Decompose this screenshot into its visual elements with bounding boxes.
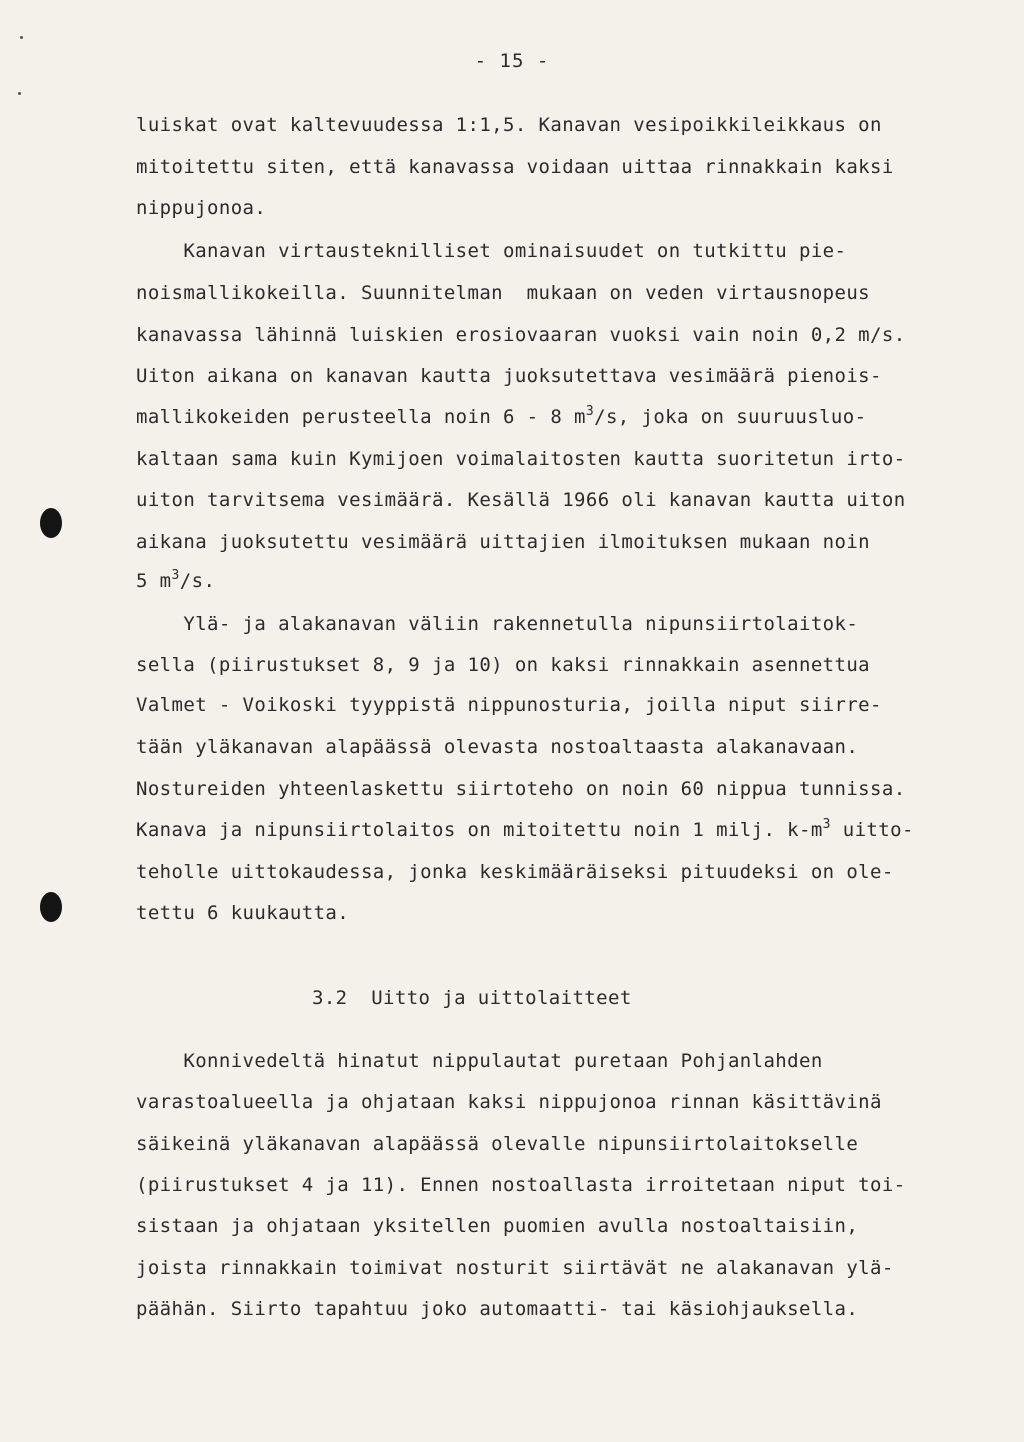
text-line: teholle uittokaudessa, jonka keskimääräiseksi pituudeksi on ole- [136,861,894,883]
text-segment: /s, joka on suuruusluo- [594,406,867,428]
text-line: aikana juoksutettu vesimäärä uittajien ilmoituksen mukaan noin [136,531,871,553]
text-line: mitoitettu siten, että kanavassa voidaan uittaa rinnakkain kaksi [136,156,894,178]
text-line [136,570,966,592]
text-segment: 5 m [136,570,172,592]
text-line: varastoalueella ja ohjataan kaksi nippujonoa rinnan käsittävinä [136,1091,882,1113]
punch-hole-bottom [40,892,62,922]
text-segment: mallikokeiden perusteella noin 6 - 8 m [136,406,586,428]
text-line: Kanavan virtausteknilliset ominaisuudet on tutkittu pie- [136,240,847,262]
text-line: sella (piirustukset 8, 9 ja 10) on kaksi rinnakkain asennettua [136,654,871,676]
text-line: Valmet - Voikoski tyyppistä nippunosturia, joilla niput siirre- [136,694,882,716]
text-line: Uiton aikana on kanavan kautta juoksutettava vesimäärä pienois- [136,365,882,387]
text-line: Nostureiden yhteenlaskettu siirtoteho on noin 60 nippua tunnissa. [136,778,906,800]
text-line: uiton tarvitsema vesimäärä. Kesällä 1966 oli kanavan kautta uiton [136,489,906,511]
superscript: 3 [171,568,180,583]
text-segment: uitto- [830,819,914,841]
text-segment: Kanava ja nipunsiirtolaitos on mitoitettu noin 1 milj. k-m [136,819,823,841]
text-line: Konnivedeltä hinatut nippulautat puretaan Pohjanlahden [136,1050,823,1072]
text-line: noismallikokeilla. Suunnitelman mukaan on veden virtausnopeus [136,282,871,304]
text-line: tettu 6 kuukautta. [136,902,350,924]
text-line: kanavassa lähinnä luiskien erosiovaaran vuoksi vain noin 0,2 m/s. [136,324,906,346]
text-line: Ylä- ja alakanavan väliin rakennetulla nipunsiirtolaitok- [136,613,859,635]
section-heading: 3.2 Uitto ja uittolaitteet [312,987,632,1009]
speck [18,92,21,95]
text-line: säikeinä yläkanavan alapäässä olevalle nipunsiirtolaitokselle [136,1133,859,1155]
text-line: joista rinnakkain toimivat nosturit siirtävät ne alakanavan ylä- [136,1257,894,1279]
text-line: (piirustukset 4 ja 11). Ennen nostoallasta irroitetaan niput toi- [136,1174,906,1196]
superscript: 3 [822,817,831,832]
page-number: - 15 - [474,50,550,72]
text-line: päähän. Siirto tapahtuu joko automaatti- tai käsiohjauksella. [136,1298,859,1320]
text-line: kaltaan sama kuin Kymijoen voimalaitosten kautta suoritetun irto- [136,448,906,470]
text-line: nippujonoa. [136,197,267,219]
text-segment: /s. [179,570,216,592]
text-line: tään yläkanavan alapäässä olevasta nostoaltaasta alakanavaan. [136,736,859,758]
punch-hole-top [40,508,62,538]
text-line: sistaan ja ohjataan yksitellen puomien avulla nostoaltaisiin, [136,1215,859,1237]
superscript: 3 [585,404,595,419]
text-line: luiskat ovat kaltevuudessa 1:1,5. Kanavan vesipoikkileikkaus on [136,114,882,136]
speck [20,36,23,39]
text-line [136,406,966,428]
text-line [136,819,966,841]
